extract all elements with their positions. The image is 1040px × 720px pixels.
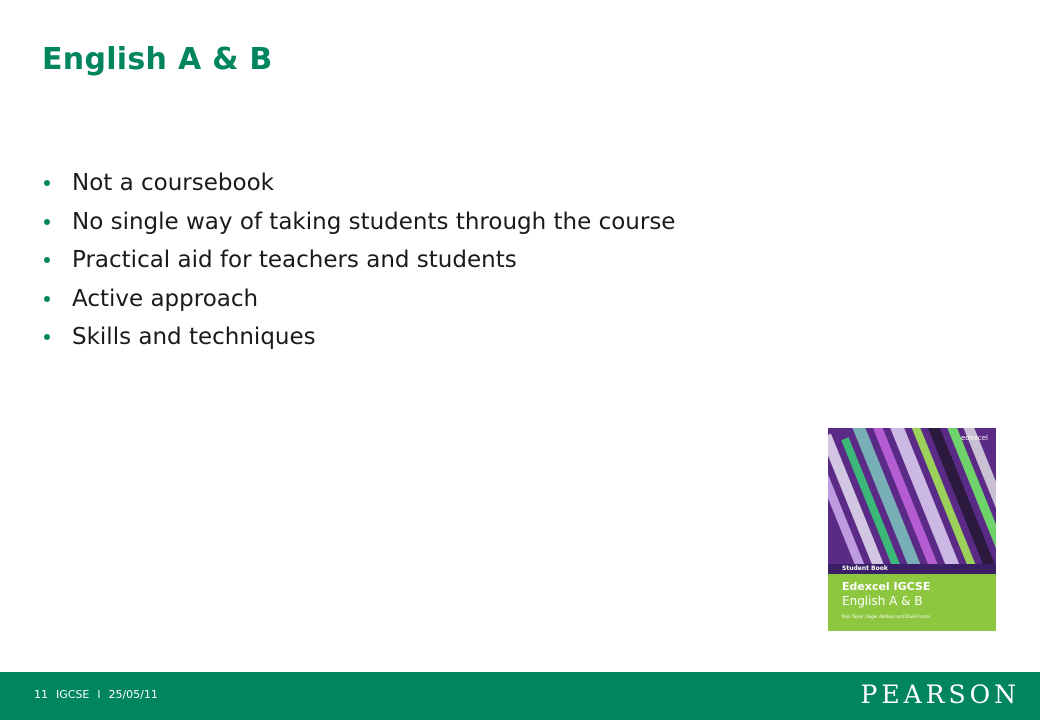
pearson-logo: PEARSON xyxy=(860,680,1020,709)
cover-title-line2: English A & B xyxy=(842,594,923,608)
bullet-text: Active approach xyxy=(72,285,259,312)
publisher-logo: edexcel xyxy=(960,434,988,442)
bullet-text: Skills and techniques xyxy=(72,324,316,351)
bullet-list xyxy=(44,164,675,357)
bullet-item xyxy=(44,164,675,203)
bullet-text: Not a coursebook xyxy=(72,170,274,197)
bullet-text: Practical aid for teachers and students xyxy=(72,247,517,274)
cover-authors: Pam Taylor, Roger Addison and David Foster xyxy=(842,614,931,619)
bullet-dot-icon xyxy=(44,334,50,340)
bullet-item xyxy=(44,318,675,357)
footer-separator: l xyxy=(97,688,101,701)
student-book-band xyxy=(828,564,996,574)
student-book-label: Student Book xyxy=(842,565,888,572)
bullet-dot-icon xyxy=(44,257,50,263)
footer-date: 25/05/11 xyxy=(108,688,158,701)
bullet-dot-icon xyxy=(44,180,50,186)
cover-title-panel xyxy=(828,574,996,631)
footer-course: IGCSE xyxy=(56,688,90,701)
bullet-dot-icon xyxy=(44,296,50,302)
footer-meta xyxy=(34,688,158,701)
pens-illustration xyxy=(828,428,996,568)
book-cover-image xyxy=(828,428,996,631)
bullet-text: No single way of taking students through the course xyxy=(72,208,676,235)
bullet-item xyxy=(44,241,675,280)
slide-title: English A & B xyxy=(42,42,273,77)
bullet-item xyxy=(44,203,675,242)
bullet-item xyxy=(44,280,675,319)
page-number: 11 xyxy=(34,688,48,701)
cover-title-line1: Edexcel IGCSE xyxy=(842,580,931,593)
bullet-dot-icon xyxy=(44,219,50,225)
